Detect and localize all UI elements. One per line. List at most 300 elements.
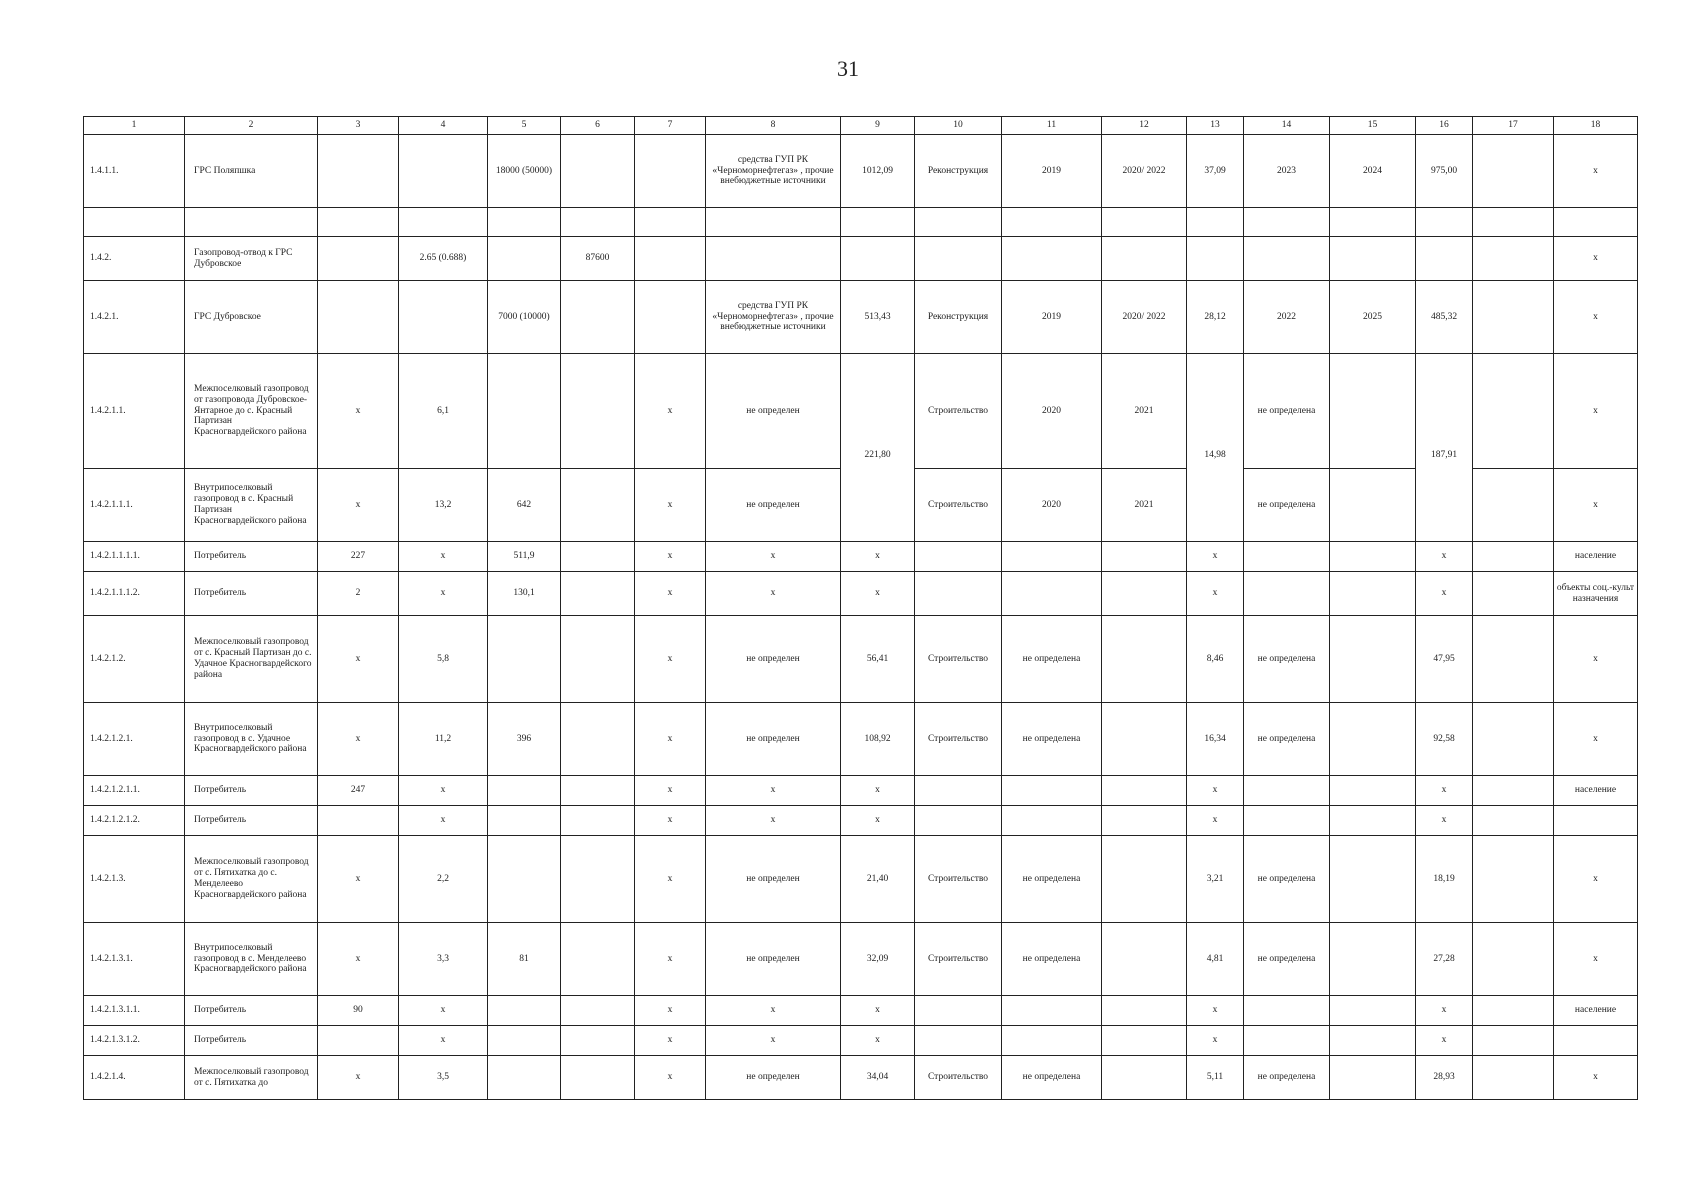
table-cell	[1102, 806, 1187, 836]
table-cell	[318, 208, 399, 237]
table-cell	[1002, 996, 1102, 1026]
table-cell	[1473, 703, 1554, 776]
table-cell: 8,46	[1187, 616, 1244, 703]
table-cell: x	[318, 836, 399, 923]
table-cell: население	[1554, 542, 1638, 572]
table-cell	[399, 135, 488, 208]
table-cell: 2020/ 2022	[1102, 281, 1187, 354]
table-cell	[841, 208, 915, 237]
table-row	[84, 281, 1638, 354]
table-cell: x	[635, 923, 706, 996]
table-cell: 81	[488, 923, 561, 996]
table-cell	[561, 776, 635, 806]
table-cell	[1102, 776, 1187, 806]
object-name: Потребитель	[185, 996, 318, 1026]
row-code: 1.4.2.1.1.	[84, 354, 185, 469]
header-cell: 4	[399, 117, 488, 135]
table-cell: 2019	[1002, 281, 1102, 354]
table-cell: x	[1416, 776, 1473, 806]
table-cell	[561, 836, 635, 923]
table-cell	[1473, 542, 1554, 572]
table-cell: x	[635, 616, 706, 703]
table-cell	[399, 208, 488, 237]
table-cell: 3,21	[1187, 836, 1244, 923]
table-cell: x	[1416, 806, 1473, 836]
table-cell	[1102, 208, 1187, 237]
table-cell: 13,2	[399, 469, 488, 542]
table-cell	[1330, 616, 1416, 703]
table-cell	[635, 135, 706, 208]
table-cell: x	[706, 1026, 841, 1056]
table-cell	[915, 572, 1002, 616]
table-cell: x	[1554, 616, 1638, 703]
table-cell: 28,12	[1187, 281, 1244, 354]
table-cell	[318, 1026, 399, 1056]
table-cell: x	[1187, 572, 1244, 616]
header-cell: 3	[318, 117, 399, 135]
table-cell	[561, 923, 635, 996]
table-cell: 221,80	[841, 354, 915, 542]
row-code: 1.4.2.1.2.1.2.	[84, 806, 185, 836]
row-code: 1.4.2.1.2.	[84, 616, 185, 703]
table-cell	[1473, 776, 1554, 806]
table-cell: 511,9	[488, 542, 561, 572]
header-cell: 7	[635, 117, 706, 135]
table-cell: 90	[318, 996, 399, 1026]
table-cell	[1554, 806, 1638, 836]
table-cell	[488, 237, 561, 281]
table-cell	[915, 208, 1002, 237]
table-cell	[1330, 1056, 1416, 1100]
table-cell	[1473, 208, 1554, 237]
table-cell: 18000 (50000)	[488, 135, 561, 208]
table-cell	[1416, 237, 1473, 281]
table-cell: не определен	[706, 1056, 841, 1100]
table-cell	[1330, 1026, 1416, 1056]
table-cell: 28,93	[1416, 1056, 1473, 1100]
investment-table	[83, 116, 1638, 1100]
table-cell	[1330, 776, 1416, 806]
table-cell	[1330, 354, 1416, 469]
table-cell	[561, 1026, 635, 1056]
table-cell: 513,43	[841, 281, 915, 354]
table-cell: 975,00	[1416, 135, 1473, 208]
table-cell: x	[841, 1026, 915, 1056]
table-cell: x	[635, 572, 706, 616]
table-cell	[561, 354, 635, 469]
table-cell: x	[318, 923, 399, 996]
table-cell: x	[1554, 135, 1638, 208]
table-cell	[1473, 135, 1554, 208]
header-row	[84, 117, 1638, 135]
table-cell: x	[1187, 1026, 1244, 1056]
table-cell: не определена	[1244, 616, 1330, 703]
page-number: 31	[837, 56, 859, 81]
table-cell: 6,1	[399, 354, 488, 469]
table-cell: x	[706, 542, 841, 572]
table-cell: x	[399, 1026, 488, 1056]
table-row	[84, 572, 1638, 616]
table-cell	[1002, 572, 1102, 616]
table-cell	[1330, 469, 1416, 542]
table-cell: не определена	[1244, 1056, 1330, 1100]
object-name: Межпоселковый газопровод от с. Красный Партизан до с. Удачное Красногвардейского района	[185, 616, 318, 703]
table-cell: x	[1554, 1056, 1638, 1100]
row-code: 1.4.2.1.3.	[84, 836, 185, 923]
table-cell	[915, 776, 1002, 806]
table-cell: Реконструкция	[915, 281, 1002, 354]
table-cell	[1002, 237, 1102, 281]
table-cell: не определена	[1002, 836, 1102, 923]
table-cell: x	[635, 469, 706, 542]
table-cell: 21,40	[841, 836, 915, 923]
table-cell	[1416, 208, 1473, 237]
table-cell: x	[841, 776, 915, 806]
table-cell: Строительство	[915, 1056, 1002, 1100]
table-row	[84, 996, 1638, 1026]
table-cell: 34,04	[841, 1056, 915, 1100]
object-name: Межпоселковый газопровод от с. Пятихатка до	[185, 1056, 318, 1100]
table-cell: x	[1187, 542, 1244, 572]
table-cell: объекты соц.-культ назначения	[1554, 572, 1638, 616]
table-cell	[1102, 996, 1187, 1026]
table-cell	[1473, 836, 1554, 923]
table-cell	[1187, 208, 1244, 237]
row-code: 1.4.2.1.2.1.	[84, 703, 185, 776]
table-cell: x	[1554, 354, 1638, 469]
table-cell: x	[318, 1056, 399, 1100]
table-cell	[706, 237, 841, 281]
table-cell	[488, 616, 561, 703]
table-cell: x	[706, 572, 841, 616]
table-cell	[1187, 237, 1244, 281]
object-name: Внутрипоселковый газопровод в с. Менделеево Красногвардейского района	[185, 923, 318, 996]
table-cell: x	[318, 354, 399, 469]
object-name: Внутрипоселковый газопровод в с. Удачное Красногвардейского района	[185, 703, 318, 776]
table-cell	[1002, 776, 1102, 806]
table-cell	[561, 281, 635, 354]
object-name: Внутрипоселковый газопровод в с. Красный Партизан Красногвардейского района	[185, 469, 318, 542]
object-name: Потребитель	[185, 572, 318, 616]
row-code: 1.4.2.	[84, 237, 185, 281]
table-cell	[488, 208, 561, 237]
table-cell	[915, 996, 1002, 1026]
table-row	[84, 806, 1638, 836]
table-cell	[1244, 776, 1330, 806]
table-cell	[318, 806, 399, 836]
header-cell: 14	[1244, 117, 1330, 135]
table-cell: 247	[318, 776, 399, 806]
table-row	[84, 135, 1638, 208]
table-cell: 5,11	[1187, 1056, 1244, 1100]
table-cell	[1554, 208, 1638, 237]
table-cell: 2021	[1102, 354, 1187, 469]
table-cell	[841, 237, 915, 281]
table-cell	[635, 281, 706, 354]
table-cell: 2021	[1102, 469, 1187, 542]
table-cell	[1102, 703, 1187, 776]
table-cell	[1554, 1026, 1638, 1056]
row-code: 1.4.2.1.3.1.2.	[84, 1026, 185, 1056]
header-cell: 6	[561, 117, 635, 135]
table-cell: 37,09	[1187, 135, 1244, 208]
table-cell	[1473, 354, 1554, 469]
table-cell	[488, 1056, 561, 1100]
table-cell	[399, 281, 488, 354]
table-cell: x	[706, 776, 841, 806]
table-cell	[635, 208, 706, 237]
table-cell: 7000 (10000)	[488, 281, 561, 354]
table-cell: x	[635, 542, 706, 572]
table-cell: 16,34	[1187, 703, 1244, 776]
table-cell: не определен	[706, 836, 841, 923]
table-cell: 5,8	[399, 616, 488, 703]
table-cell	[1330, 996, 1416, 1026]
table-cell	[1244, 1026, 1330, 1056]
table-cell: 2	[318, 572, 399, 616]
header-cell: 15	[1330, 117, 1416, 135]
table-cell	[1330, 572, 1416, 616]
table-cell: x	[1187, 996, 1244, 1026]
table-cell: не определен	[706, 469, 841, 542]
table-cell	[488, 806, 561, 836]
table-cell: 18,19	[1416, 836, 1473, 923]
table-cell	[488, 354, 561, 469]
object-name: Потребитель	[185, 806, 318, 836]
table-cell: x	[399, 806, 488, 836]
table-cell: 2023	[1244, 135, 1330, 208]
table-row	[84, 354, 1638, 469]
row-code: 1.4.2.1.	[84, 281, 185, 354]
table-cell	[561, 135, 635, 208]
table-cell	[1244, 237, 1330, 281]
table-cell: не определена	[1244, 703, 1330, 776]
table-cell: x	[318, 616, 399, 703]
table-cell	[1244, 806, 1330, 836]
table-cell	[561, 1056, 635, 1100]
table-cell: не определена	[1002, 703, 1102, 776]
header-cell: 1	[84, 117, 185, 135]
table-cell	[1002, 1026, 1102, 1056]
table-cell	[1330, 836, 1416, 923]
table-cell	[1002, 806, 1102, 836]
table-cell: x	[841, 572, 915, 616]
table-cell: x	[635, 996, 706, 1026]
table-cell: население	[1554, 776, 1638, 806]
table-cell: x	[841, 542, 915, 572]
table-cell	[1244, 208, 1330, 237]
table-row	[84, 237, 1638, 281]
table-cell: x	[706, 996, 841, 1026]
header-cell: 11	[1002, 117, 1102, 135]
table-cell	[1473, 572, 1554, 616]
table-cell: Строительство	[915, 616, 1002, 703]
table-cell: x	[635, 836, 706, 923]
table-cell: 396	[488, 703, 561, 776]
table-cell: x	[635, 1026, 706, 1056]
table-cell: x	[1554, 703, 1638, 776]
table-cell	[1330, 237, 1416, 281]
table-cell	[1244, 572, 1330, 616]
table-cell: 56,41	[841, 616, 915, 703]
empty-row	[84, 208, 1638, 237]
header-cell: 9	[841, 117, 915, 135]
header-cell: 13	[1187, 117, 1244, 135]
table-cell: x	[706, 806, 841, 836]
table-cell	[488, 836, 561, 923]
table-cell: x	[318, 469, 399, 542]
table-cell	[561, 806, 635, 836]
table-cell	[1473, 806, 1554, 836]
table-row	[84, 776, 1638, 806]
table-cell: x	[1554, 281, 1638, 354]
table-cell: 3,3	[399, 923, 488, 996]
table-cell: Строительство	[915, 703, 1002, 776]
object-name: Потребитель	[185, 1026, 318, 1056]
table-cell	[1330, 208, 1416, 237]
header-cell: 10	[915, 117, 1002, 135]
table-cell	[1102, 237, 1187, 281]
table-cell: 4,81	[1187, 923, 1244, 996]
table-cell	[1330, 703, 1416, 776]
table-cell: не определен	[706, 923, 841, 996]
row-code: 1.4.1.1.	[84, 135, 185, 208]
object-name: ГРС Поляпшка	[185, 135, 318, 208]
table-cell: 87600	[561, 237, 635, 281]
table-cell: не определена	[1244, 469, 1330, 542]
table-cell: x	[399, 776, 488, 806]
table-cell: x	[1416, 1026, 1473, 1056]
table-row	[84, 1026, 1638, 1056]
table-cell: x	[1416, 572, 1473, 616]
table-cell	[1102, 572, 1187, 616]
table-cell: 2019	[1002, 135, 1102, 208]
table-cell	[1473, 923, 1554, 996]
table-cell: x	[1554, 237, 1638, 281]
table-cell: x	[635, 806, 706, 836]
object-name: ГРС Дубровское	[185, 281, 318, 354]
table-cell	[561, 572, 635, 616]
table-cell	[915, 806, 1002, 836]
table-cell: Строительство	[915, 923, 1002, 996]
header-cell: 2	[185, 117, 318, 135]
table-cell: x	[635, 776, 706, 806]
table-cell: не определена	[1002, 923, 1102, 996]
row-code: 1.4.2.1.1.1.1.	[84, 542, 185, 572]
table-cell: не определен	[706, 703, 841, 776]
table-cell: x	[635, 1056, 706, 1100]
table-cell	[1244, 542, 1330, 572]
table-cell	[1102, 542, 1187, 572]
table-cell: 32,09	[841, 923, 915, 996]
header-cell: 16	[1416, 117, 1473, 135]
table-cell	[1330, 923, 1416, 996]
table-cell: не определена	[1244, 923, 1330, 996]
table-cell: 14,98	[1187, 354, 1244, 542]
table-cell	[1244, 996, 1330, 1026]
header-cell: 12	[1102, 117, 1187, 135]
table-cell: 485,32	[1416, 281, 1473, 354]
table-cell: x	[635, 703, 706, 776]
table-cell: x	[399, 572, 488, 616]
table-cell: 2025	[1330, 281, 1416, 354]
table-cell: x	[318, 703, 399, 776]
table-cell	[1002, 542, 1102, 572]
table-cell: 108,92	[841, 703, 915, 776]
table-cell: средства ГУП РК «Черноморнефтегаз» , прочие внебюджетные источники	[706, 135, 841, 208]
table-cell: не определен	[706, 616, 841, 703]
table-cell: x	[635, 354, 706, 469]
table-cell: средства ГУП РК «Черноморнефтегаз» , прочие внебюджетные источники	[706, 281, 841, 354]
table-cell	[561, 469, 635, 542]
table-cell	[561, 542, 635, 572]
table-cell: x	[399, 996, 488, 1026]
table-cell: x	[1187, 806, 1244, 836]
object-name: Потребитель	[185, 776, 318, 806]
table-cell: не определена	[1002, 616, 1102, 703]
object-name: Газопровод-отвод к ГРС Дубровское	[185, 237, 318, 281]
table-cell: 3,5	[399, 1056, 488, 1100]
object-name: Межпоселковый газопровод от газопровода Дубровское-Янтарное до с. Красный Партизан Красногвардейского района	[185, 354, 318, 469]
table-cell: 2020	[1002, 469, 1102, 542]
table-cell: x	[399, 542, 488, 572]
table-cell	[1330, 806, 1416, 836]
table-cell	[1102, 1026, 1187, 1056]
table-cell: не определена	[1002, 1056, 1102, 1100]
table-cell	[1102, 1056, 1187, 1100]
table-cell	[1473, 237, 1554, 281]
row-code: 1.4.2.1.1.1.	[84, 469, 185, 542]
table-cell: 2024	[1330, 135, 1416, 208]
table-cell: не определена	[1244, 354, 1330, 469]
table-cell: x	[1416, 542, 1473, 572]
table-cell: 2022	[1244, 281, 1330, 354]
row-code: 1.4.2.1.4.	[84, 1056, 185, 1100]
table-cell: 11,2	[399, 703, 488, 776]
table-cell	[185, 208, 318, 237]
table-cell: 27,28	[1416, 923, 1473, 996]
table-cell	[1102, 836, 1187, 923]
table-cell: 2020	[1002, 354, 1102, 469]
table-cell: x	[1554, 923, 1638, 996]
table-cell: 642	[488, 469, 561, 542]
object-name: Потребитель	[185, 542, 318, 572]
table-cell: Строительство	[915, 469, 1002, 542]
table-cell: 227	[318, 542, 399, 572]
table-cell	[915, 237, 1002, 281]
table-cell: x	[1554, 836, 1638, 923]
table-cell	[1102, 616, 1187, 703]
table-row	[84, 616, 1638, 703]
table-cell	[1473, 616, 1554, 703]
row-code: 1.4.2.1.1.1.2.	[84, 572, 185, 616]
table-cell: не определена	[1244, 836, 1330, 923]
table-cell	[1473, 469, 1554, 542]
table-cell: Реконструкция	[915, 135, 1002, 208]
row-code: 1.4.2.1.3.1.	[84, 923, 185, 996]
table-cell	[488, 776, 561, 806]
header-cell: 18	[1554, 117, 1638, 135]
table-cell	[1102, 923, 1187, 996]
table-cell: 2020/ 2022	[1102, 135, 1187, 208]
table-cell	[84, 208, 185, 237]
row-code: 1.4.2.1.3.1.1.	[84, 996, 185, 1026]
table-cell	[318, 237, 399, 281]
table-cell: x	[841, 806, 915, 836]
table-cell	[706, 208, 841, 237]
row-code: 1.4.2.1.2.1.1.	[84, 776, 185, 806]
table-row	[84, 542, 1638, 572]
